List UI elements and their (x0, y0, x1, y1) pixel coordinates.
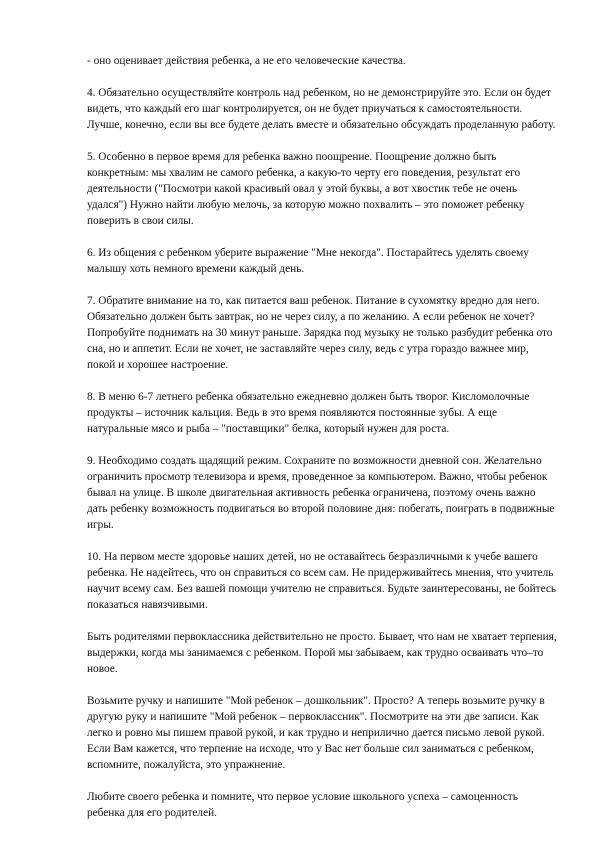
paragraph-tip-7: 7. Обратите внимание на то, как питается ваш ребенок. Питание в сухомятку вредно для него. Обязательно должен быть завтрак, но не через силу, а по желанию. А если ребенок не хочет? Попробуйте поднимать на 30 минут раньше. Зарядка под музыку не только разбудит ребенка ото сна, но и аппетит. Если не хочет, не заставляйте через силу, ведь с утра гораздо важнее мир, покой и хорошее настроение. (87, 295, 553, 371)
paragraph-exercise: Возьмите ручку и напишите "Мой ребенок – дошкольник". Просто? А теперь возьмите ручку в другую руку и напишите "Мой ребенок – первоклассник". Посмотрите на эти две записи. Как легко и ровно мы пишем правой рукой, и как трудно и неприлично дается письмо левой рукой. Если Вам кажется, что терпение на исходе, что у Вас нет больше сил заниматься с ребенком, вспомните, пожалуйста, это упражнение. (87, 695, 545, 771)
paragraph-tip-6: 6. Из общения с ребенком уберите выражение "Мне некогда". Постарайтесь уделять своему малышу хоть немного времени каждый день. (87, 247, 529, 275)
paragraph-tip-10: 10. На первом месте здоровье наших детей, но не оставайтесь безразличными к учебе вашего ребенка. Не надейтесь, что он справиться со всем сам. Не придерживайтесь мнения, что учитель научит всему сам. Без вашей помощи учителю не справиться. Будьте заинтересованы, не бойтесь показаться навязчивыми. (87, 551, 557, 611)
paragraph-conclusion: Любите своего ребенка и помните, что первое условие школьного успеха – самоценность ребенка для его родителей. (87, 791, 518, 819)
paragraph-tip-8: 8. В меню 6-7 летнего ребенка обязательно ежедневно должен быть творог. Кисломолочные продукты – источник кальция. Ведь в это время появляются постоянные зубы. А еще натуральные мясо и рыба – "поставщики" белка, который нужен для роста. (87, 391, 530, 435)
paragraph-parents-note: Быть родителями первоклассника действительно не просто. Бывает, что нам не хватает терпения, выдержки, когда мы занимаемся с ребенком. Порой мы забываем, как трудно осваивать что–то новое. (87, 631, 557, 675)
paragraph-intro-tail: - оно оценивает действия ребенка, а не его человеческие качества. (87, 55, 406, 67)
document-body (87, 53, 557, 837)
paragraph-tip-4: 4. Обязательно осуществляйте контроль над ребенком, но не демонстрируйте это. Если он будет видеть, что каждый его шаг контролируется, он не будет приучаться к самостоятельности. Лучше, конечно, если вы все будете делать вместе и обязательно обсуждать проделанную работу. (87, 87, 556, 131)
paragraph-tip-5: 5. Особенно в первое время для ребенка важно поощрение. Поощрение должно быть конкретным: мы хвалим не самого ребенка, а какую-то черту его поведения, результат его деятельности ("Посмотри какой красивый овал у этой буквы, а вот хвостик тебе не очень удался") Нужно найти любую мелочь, за которую можно похвалить – это поможет ребенку поверить в свои силы. (87, 151, 525, 227)
paragraph-tip-9: 9. Необходимо создать щадящий режим. Сохраните по возможности дневной сон. Желательно ограничить просмотр телевизора и время, проведенное за компьютером. Важно, чтобы ребенок бывал на улице. В школе двигательная активность ребенка ограничена, поэтому очень важно дать ребенку возможность подвигаться во второй половине дня: побегать, поиграть в подвижные игры. (87, 455, 555, 531)
